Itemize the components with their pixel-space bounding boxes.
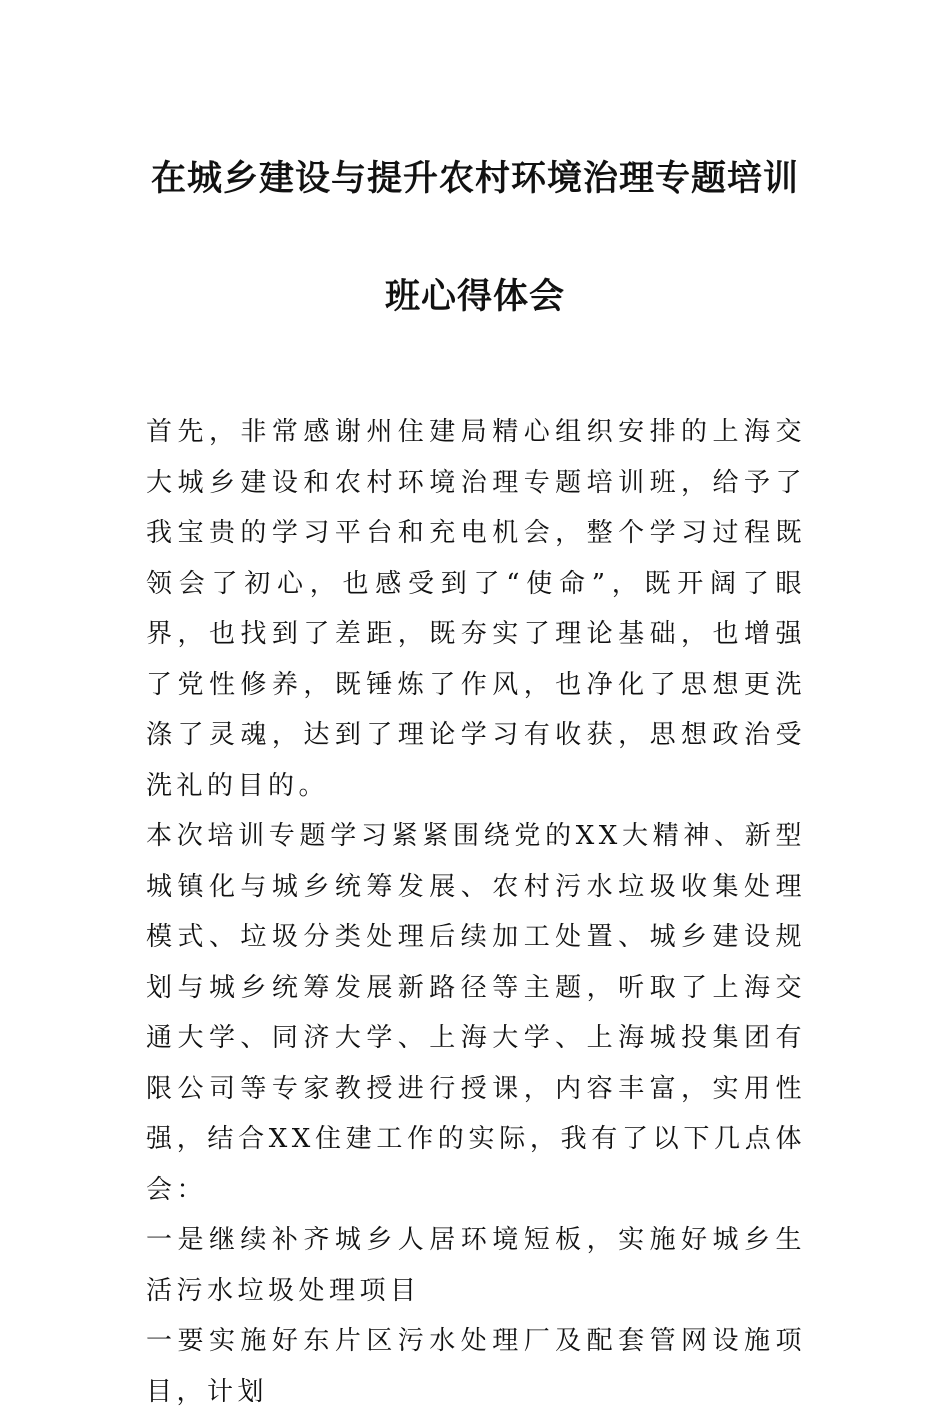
document-title-line-2: 班心得体会 [384, 277, 565, 317]
paragraph-point-one-detail: 一要实施好东片区污水处理厂及配套管网设施项目，计划 [146, 1326, 806, 1407]
document-body [146, 407, 806, 1417]
paragraph-point-one-heading: 一是继续补齐城乡人居环境短板，实施好城乡生活污水垃圾处理项目 [146, 1225, 806, 1306]
document-title-line-1: 在城乡建设与提升农村环境治理专题培训 [150, 159, 799, 199]
paragraph-intro: 首先，非常感谢州住建局精心组织安排的上海交大城乡建设和农村环境治理专题培训班，给予了我宝贵的学习平台和充电机会，整个学习过程既领会了初心，也感受到了“使命”，既开阔了眼界，也找到了差距，既夯实了理论基础，也增强了党性修养，既锤炼了作风，也净化了思想更洗涤了灵魂，达到了理论学习有收获，思想政治受洗礼的目的。 [146, 417, 806, 801]
paragraph-training-topics: 本次培训专题学习紧紧围绕党的XX大精神、新型城镇化与城乡统筹发展、农村污水垃圾收集处理模式、垃圾分类处理后续加工处置、城乡建设规划与城乡统筹发展新路径等主题，听取了上海交通大学、同济大学、上海大学、上海城投集团有限公司等专家教授进行授课，内容丰富，实用性强，结合XX住建工作的实际，我有了以下几点体会： [146, 821, 806, 1205]
